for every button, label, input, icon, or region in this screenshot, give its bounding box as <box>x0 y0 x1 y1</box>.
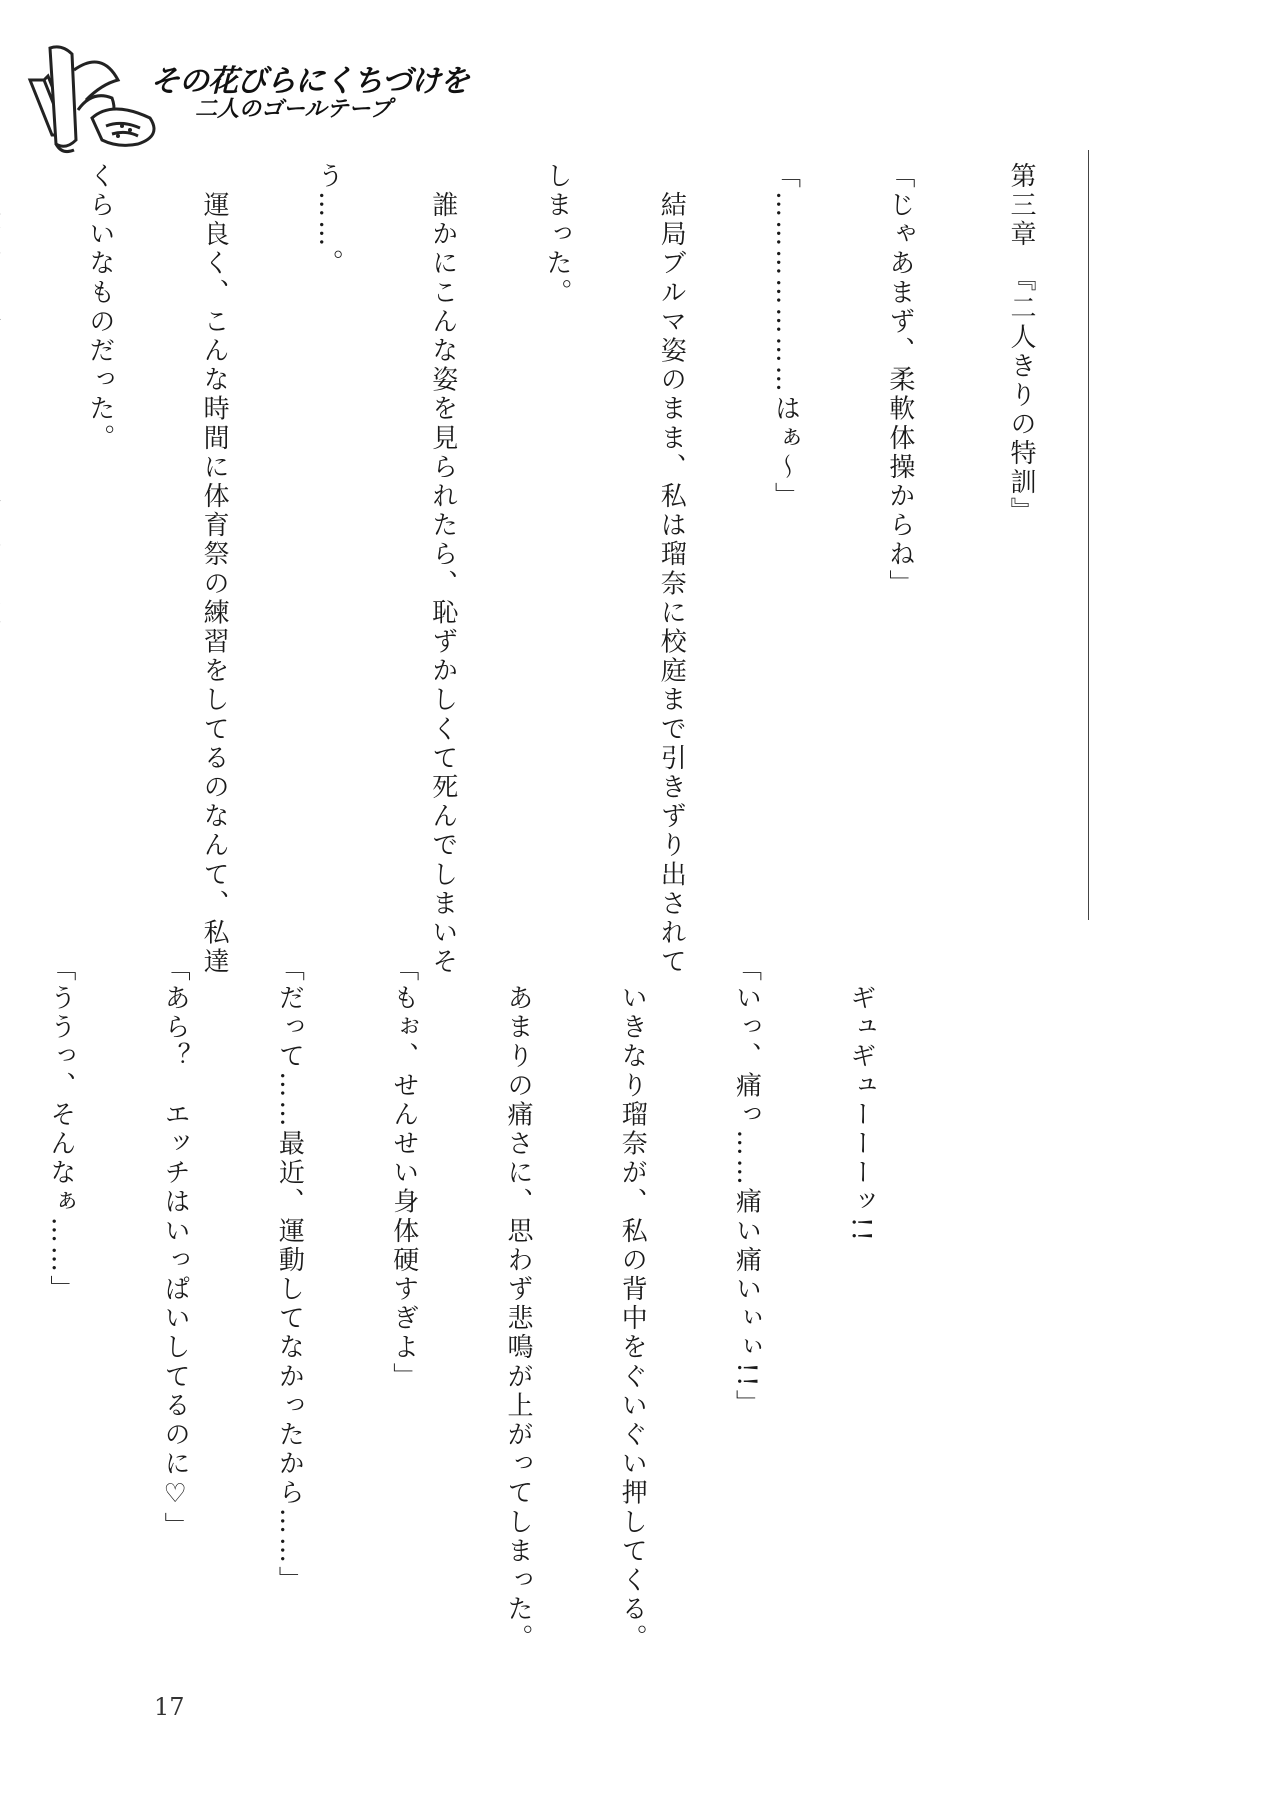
text-line: 「あら？ エッチはいっぱいしてるのに♡」 <box>160 955 191 1541</box>
text-line: あまりの痛さに、思わず悲鳴が上がってしまった。 <box>502 955 533 1654</box>
text-line: 結局ブルマ姿のまま、私は瑠奈に校庭まで引きずり出されて <box>656 162 687 977</box>
text-line: ギュギューーーッ!! <box>845 955 876 1244</box>
text-line <box>0 162 5 922</box>
text-line: いきなり瑠奈が、私の背中をぐいぐい押してくる。 <box>617 955 648 1654</box>
chapter-divider <box>1088 150 1089 920</box>
text-line: 「だって……最近、運動してなかったから……」 <box>274 955 305 1596</box>
header-title: その花びらにくちづけを <box>150 64 469 99</box>
page-number: 17 <box>154 1693 185 1721</box>
text-line: う……。 <box>313 162 344 279</box>
text-line: 誰かにこんな姿を見られたら、恥ずかしくて死んでしまいそ <box>427 162 458 977</box>
text-block-lower <box>45 955 956 1745</box>
text-line: 「ううっ、そんなぁ……」 <box>45 955 76 1305</box>
text-line: 「じゃあまず、柔軟体操からね」 <box>884 162 915 599</box>
text-line: 「もぉ、せんせい身体硬すぎよ」 <box>388 955 419 1392</box>
text-block-upper <box>84 162 995 977</box>
chapter-heading: 第三章 『二人きりの特訓』 <box>1006 162 1036 526</box>
text-line: くらいなものだった。 <box>84 162 115 453</box>
text-line: 運良く、こんな時間に体育祭の練習をしてるのなんて、私達 <box>199 162 230 977</box>
text-line: 「いっ、痛っ……痛い痛いぃぃ!!」 <box>731 955 762 1419</box>
text-line: しまった。 <box>541 162 572 308</box>
header-subtitle: 二人のゴールテープ <box>195 97 392 122</box>
text-line: 「…………………はぁ～」 <box>770 162 801 512</box>
